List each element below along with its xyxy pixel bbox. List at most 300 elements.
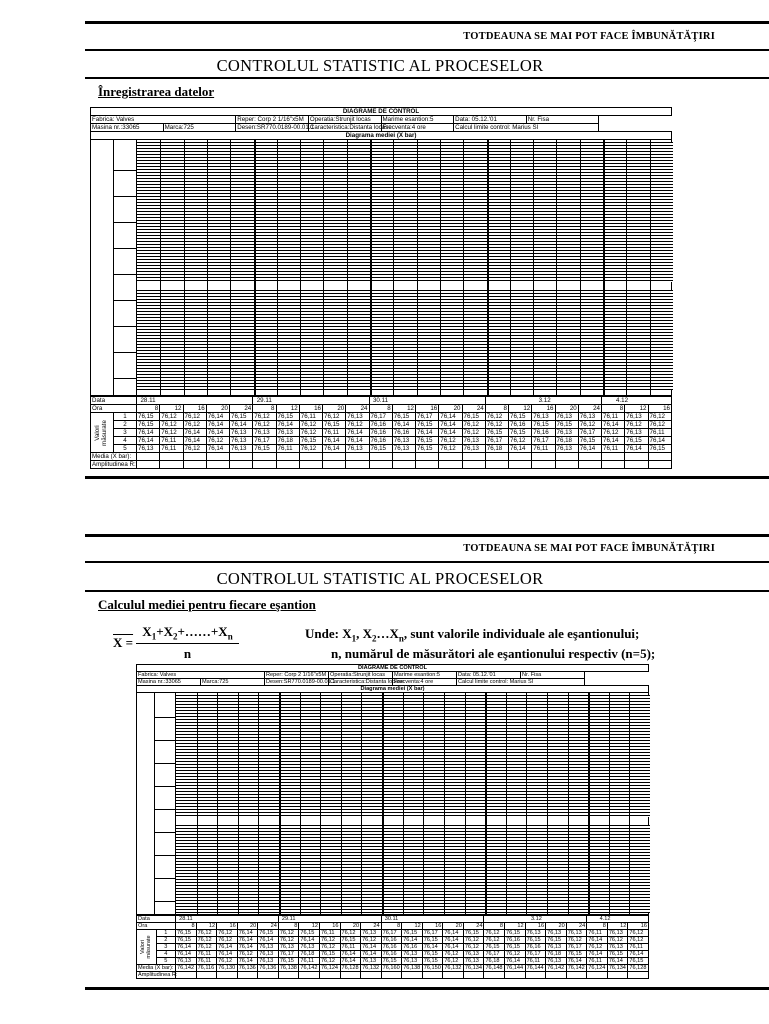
- chart-scale-line: [113, 196, 137, 197]
- chart-range-cell: [176, 972, 197, 979]
- chart-header-cell: Operatia:Strunjit locas: [329, 672, 393, 679]
- chart-mean-cell: 76,134: [608, 965, 626, 971]
- chart-scale-line: [154, 832, 176, 833]
- chart-range-cell: [346, 461, 369, 469]
- chart-value-cell: 76,12: [299, 421, 322, 429]
- chart-header: [90, 107, 672, 140]
- chart-value-cell: 76,12: [160, 421, 183, 429]
- chart-value-cell: 76,15: [648, 445, 672, 453]
- chart-date-cell: 28.11: [176, 916, 279, 923]
- chart-range-cell: [525, 972, 546, 979]
- chart-column-line: [403, 693, 404, 914]
- chart-date-cell: 28.11: [137, 397, 253, 405]
- chart-value-cell: 76,12: [299, 429, 322, 437]
- chart-value-row: [137, 944, 649, 951]
- chart-value-cell: 76,14: [206, 421, 229, 429]
- chart-value-cell: 76,17: [278, 951, 299, 958]
- chart-value-cell: 76,13: [463, 958, 484, 965]
- chart-value-cell: 76,12: [485, 413, 508, 421]
- chart-header-cell: Nr. Fisa: [526, 116, 599, 124]
- chart-value-cell: 76,12: [648, 413, 672, 421]
- chart-range-cell: [602, 461, 625, 469]
- chart-values-label: [91, 413, 114, 453]
- chart-range-cell: [509, 461, 532, 469]
- chart-value-cell: 76,15: [422, 951, 443, 958]
- chart-value-cell: 76,15: [566, 951, 587, 958]
- chart-hour-cell: 20: [237, 923, 258, 930]
- chart-value-cell: 76,11: [323, 429, 346, 437]
- chart-date-cell: 3.12: [485, 397, 601, 405]
- chart-hour-cell: 8: [485, 405, 508, 413]
- chart-date-cell: 30.11: [369, 397, 485, 405]
- chart-range-cell: [237, 972, 258, 979]
- chart-column-line: [300, 140, 301, 395]
- slide2-subtitle: Calculul mediei pentru fiecare eşantion: [98, 597, 316, 612]
- chart-value-cell: 76,14: [346, 429, 369, 437]
- chart-hour-cell: 24: [230, 405, 253, 413]
- slide2-title: CONTROLUL STATISTIC AL PROCESELOR: [216, 569, 544, 588]
- chart-mean-row: [91, 453, 672, 461]
- chart-hour-cell: 24: [346, 405, 369, 413]
- chart-mean-cell: [276, 453, 299, 461]
- chart-value-cell: 76,12: [160, 413, 183, 421]
- chart-value-cell: 76,13: [402, 951, 423, 958]
- chart-mean-cell: 76,144: [506, 965, 524, 971]
- chart-heading: DIAGRAME DE CONTROL: [91, 108, 672, 116]
- chart-value-cell: 76,12: [253, 421, 276, 429]
- formula-where-line2: n, numărul de măsurători ale eşantionului respectiv (n=5);: [331, 646, 656, 661]
- chart-hour-cell: 24: [462, 405, 485, 413]
- chart-info-row-1: [137, 672, 649, 679]
- slide1-title: CONTROLUL STATISTIC AL PROCESELOR: [216, 56, 544, 75]
- chart-hour-cell: 12: [625, 405, 648, 413]
- chart-mean-cell: [462, 453, 485, 461]
- chart-column-line: [487, 140, 489, 395]
- chart-header-cell: Frecventa:4 ore: [381, 124, 454, 132]
- chart-value-cell: 76,17: [381, 930, 402, 937]
- chart-value-cell: 76,15: [392, 413, 415, 421]
- chart-value-cell: 76,15: [546, 937, 567, 944]
- chart-value-cell: 76,16: [505, 937, 526, 944]
- chart-range-cell: [381, 972, 402, 979]
- chart-hour-cell: 12: [505, 923, 526, 930]
- chart-scale-line: [154, 786, 176, 787]
- chart-value-cell: 76,18: [546, 951, 567, 958]
- chart-hatch-block: [176, 695, 650, 817]
- chart-column-line: [277, 140, 278, 395]
- chart-value-cell: 76,14: [206, 445, 229, 453]
- chart-mean-cell: 76,160: [382, 965, 400, 971]
- chart-value-cell: 76,14: [439, 421, 462, 429]
- chart-value-cell: 76,12: [607, 937, 628, 944]
- chart-hour-cell: 12: [299, 923, 320, 930]
- chart-hour-cell: 12: [402, 923, 423, 930]
- chart-mean-cell: [299, 453, 322, 461]
- chart-mean-cell: [369, 453, 392, 461]
- chart-value-cell: 76,14: [648, 437, 672, 445]
- chart-scale-line: [154, 901, 176, 902]
- chart-value-cell: 76,18: [485, 445, 508, 453]
- chart-value-cell: 76,14: [137, 437, 160, 445]
- chart-column-line: [485, 693, 487, 914]
- chart-value-cell: 76,11: [276, 445, 299, 453]
- chart-column-line: [650, 140, 651, 395]
- chart-range-cell: [463, 972, 484, 979]
- chart-value-cell: 76,11: [340, 944, 361, 951]
- chart-value-cell: 76,15: [381, 958, 402, 965]
- chart-mean-cell: [532, 453, 555, 461]
- chart-header-cell: Data: 05.12.'01: [457, 672, 521, 679]
- chart-hour-cell: 20: [206, 405, 229, 413]
- chart-hour-cell: 24: [361, 923, 382, 930]
- chart-scale-line: [113, 170, 137, 171]
- chart-value-cell: 76,14: [323, 437, 346, 445]
- slide1-rule-3: [85, 77, 769, 79]
- chart-header-cell: Reper: Corp 2 1/16"x5M: [236, 116, 309, 124]
- chart-info-row-2: [137, 679, 649, 686]
- chart-mean-cell: [485, 453, 508, 461]
- chart-value-cell: 76,13: [462, 445, 485, 453]
- chart-hour-cell: 20: [439, 405, 462, 413]
- chart-hour-cell: 8: [369, 405, 392, 413]
- chart-mean-cell: 76,150: [423, 965, 441, 971]
- chart-value-cell: 76,12: [462, 421, 485, 429]
- chart-sample-index: 2: [156, 937, 176, 944]
- chart-values-label: [137, 930, 157, 965]
- chart-value-row: [137, 930, 649, 937]
- chart-sample-index: 5: [114, 445, 137, 453]
- chart-value-cell: 76,17: [525, 951, 546, 958]
- chart-value-cell: 76,13: [625, 413, 648, 421]
- chart-value-cell: 76,15: [485, 429, 508, 437]
- chart-value-cell: 76,18: [276, 437, 299, 445]
- chart-range-cell: [607, 972, 628, 979]
- chart-range-cell: [206, 461, 229, 469]
- chart-column-line: [568, 693, 569, 914]
- control-chart-1: [90, 107, 672, 470]
- chart-value-cell: 76,12: [509, 437, 532, 445]
- chart-column-line: [609, 693, 610, 914]
- chart-mean-row: [137, 965, 649, 972]
- chart-mean-cell: 76,128: [341, 965, 359, 971]
- chart-range-cell: [369, 461, 392, 469]
- chart-mean-cell: [392, 453, 415, 461]
- chart-range-cell: [578, 461, 601, 469]
- chart-value-cell: 76,14: [258, 937, 279, 944]
- chart-value-cell: 76,12: [278, 930, 299, 937]
- chart-value-cell: 76,11: [532, 445, 555, 453]
- chart-hour-cell: 16: [416, 405, 439, 413]
- chart-column-line: [393, 140, 394, 395]
- chart-column-line: [465, 693, 466, 914]
- chart-value-cell: 76,15: [484, 944, 505, 951]
- chart-scale-column: [154, 693, 176, 914]
- chart-header-cell: Marca:725: [163, 124, 236, 132]
- chart-value-cell: 76,15: [369, 445, 392, 453]
- chart-column-line: [230, 140, 231, 395]
- chart-mean-cell: [509, 453, 532, 461]
- chart-header: [136, 664, 649, 693]
- chart-range-cell: [532, 461, 555, 469]
- chart-scale-line: [154, 740, 176, 741]
- chart-range-cell: [485, 461, 508, 469]
- chart-value-cell: 76,13: [392, 445, 415, 453]
- chart-column-line: [556, 140, 557, 395]
- chart-value-cell: 76,13: [361, 958, 382, 965]
- chart-range-cell: [628, 972, 649, 979]
- chart-value-row: [91, 413, 672, 421]
- chart-scale-line: [154, 878, 176, 879]
- chart-value-cell: 76,14: [587, 937, 608, 944]
- chart-mean-cell: [416, 453, 439, 461]
- chart-value-cell: 76,15: [137, 421, 160, 429]
- chart-value-cell: 76,12: [361, 937, 382, 944]
- chart-column-line: [217, 693, 218, 914]
- chart-value-cell: 76,17: [532, 437, 555, 445]
- chart-value-cell: 76,14: [217, 944, 238, 951]
- chart-value-cell: 76,15: [463, 930, 484, 937]
- chart-value-cell: 76,14: [237, 958, 258, 965]
- chart-hour-cell: 16: [183, 405, 206, 413]
- chart-mean-cell: 76,116: [196, 965, 217, 972]
- chart-mean-cell: [206, 453, 229, 461]
- chart-grid-area: [136, 693, 649, 915]
- chart-diagram-title-row: [137, 686, 649, 693]
- chart-value-cell: 76,12: [160, 429, 183, 437]
- chart-column-line: [603, 140, 605, 395]
- chart-range-label: Amplitudinea R:: [138, 972, 178, 978]
- chart-value-cell: 76,16: [392, 429, 415, 437]
- chart-header-cell: Frecventa:4 ore: [393, 679, 457, 686]
- slide1-subtitle: Înregistrarea datelor: [98, 84, 215, 99]
- chart-mean-label: Media (X bar):: [137, 965, 176, 972]
- chart-range-cell: [422, 972, 443, 979]
- chart-scale-line: [154, 763, 176, 764]
- chart-mean-cell: [555, 453, 578, 461]
- chart-header-cell: Marime esantion:5: [393, 672, 457, 679]
- chart-value-cell: 76,14: [416, 429, 439, 437]
- chart-column-line: [533, 140, 534, 395]
- chart-value-cell: 76,14: [422, 944, 443, 951]
- chart-mean-cell: [323, 453, 346, 461]
- chart-value-cell: 76,13: [462, 437, 485, 445]
- chart-value-cell: 76,12: [346, 421, 369, 429]
- chart-value-cell: 76,13: [555, 445, 578, 453]
- chart-value-cell: 76,15: [416, 437, 439, 445]
- chart-mean-cell: 76,128: [628, 965, 649, 972]
- chart-values-label-text: Valori măsurate: [140, 935, 153, 959]
- chart-value-cell: 76,13: [258, 944, 279, 951]
- chart-column-line: [300, 693, 301, 914]
- chart-mean-cell: 76,142: [177, 965, 195, 971]
- chart-value-cell: 76,12: [439, 437, 462, 445]
- chart-value-cell: 76,17: [578, 429, 601, 437]
- chart-header-cell: Marca:725: [201, 679, 265, 686]
- chart-value-cell: 76,14: [361, 951, 382, 958]
- chart-mean-label: Media (X bar):: [91, 453, 137, 461]
- chart-value-cell: 76,15: [416, 421, 439, 429]
- chart-hour-cell: 8: [587, 923, 608, 930]
- chart-hour-cell: 8: [253, 405, 276, 413]
- chart-value-cell: 76,14: [509, 445, 532, 453]
- chart-value-cell: 76,15: [137, 413, 160, 421]
- chart-value-cell: 76,12: [323, 413, 346, 421]
- chart-value-cell: 76,17: [566, 944, 587, 951]
- chart-value-cell: 76,13: [392, 437, 415, 445]
- chart-value-cell: 76,11: [196, 958, 217, 965]
- chart-column-line: [506, 693, 507, 914]
- chart-value-cell: 76,14: [361, 944, 382, 951]
- chart-value-cell: 76,12: [443, 958, 464, 965]
- chart-hour-cell: 16: [628, 923, 649, 930]
- chart-value-cell: 76,12: [505, 951, 526, 958]
- chart-value-cell: 76,14: [443, 937, 464, 944]
- chart-value-cell: 76,12: [628, 930, 649, 937]
- chart-value-cell: 76,13: [278, 944, 299, 951]
- chart-value-cell: 76,13: [346, 445, 369, 453]
- chart-value-cell: 76,13: [361, 930, 382, 937]
- chart-value-cell: 76,14: [237, 937, 258, 944]
- chart-value-cell: 76,12: [463, 944, 484, 951]
- chart-range-cell: [462, 461, 485, 469]
- chart-value-cell: 76,16: [509, 421, 532, 429]
- chart-mean-cell: [439, 453, 462, 461]
- chart-value-cell: 76,15: [525, 937, 546, 944]
- chart-value-cell: 76,12: [484, 930, 505, 937]
- chart-hatch-block: [137, 142, 673, 282]
- chart-value-cell: 76,15: [299, 930, 320, 937]
- chart-value-cell: 76,15: [299, 437, 322, 445]
- chart-range-cell: [323, 461, 346, 469]
- chart-value-cell: 76,12: [206, 437, 229, 445]
- chart-value-cell: 76,11: [602, 445, 625, 453]
- chart-mean-cell: 76,144: [526, 965, 544, 971]
- chart-value-cell: 76,13: [566, 930, 587, 937]
- chart-column-line: [347, 140, 348, 395]
- chart-value-cell: 76,16: [381, 937, 402, 944]
- chart-column-line: [626, 140, 627, 395]
- chart-value-cell: 76,13: [258, 951, 279, 958]
- chart-value-cell: 76,14: [183, 437, 206, 445]
- chart-value-cell: 76,11: [319, 930, 340, 937]
- chart-value-cell: 76,17: [369, 413, 392, 421]
- chart-heading-row: [137, 665, 649, 672]
- chart-value-cell: 76,14: [607, 958, 628, 965]
- chart-hour-row: [91, 405, 672, 413]
- formula-lhs: X =: [113, 634, 134, 650]
- chart-diagram-title: Diagrama mediei (X bar): [91, 132, 672, 140]
- chart-header-cell: Caracteristica:Distanta locase: [330, 679, 404, 685]
- chart-data-table: [136, 915, 649, 979]
- chart-scale-column: [113, 140, 137, 395]
- formula-fraction: [136, 624, 238, 662]
- chart-range-cell: [183, 461, 206, 469]
- chart-scale-line: [154, 717, 176, 718]
- chart-value-row: [137, 937, 649, 944]
- chart-hour-row: [137, 923, 649, 930]
- chart-hour-label: Ora: [137, 923, 176, 930]
- chart-value-cell: 76,18: [555, 437, 578, 445]
- chart-value-cell: 76,14: [392, 421, 415, 429]
- chart-value-cell: 76,14: [183, 429, 206, 437]
- chart-value-cell: 76,16: [532, 429, 555, 437]
- chart-value-cell: 76,16: [525, 944, 546, 951]
- chart-value-row: [91, 429, 672, 437]
- chart-mean-cell: 76,136: [238, 965, 256, 971]
- chart-value-cell: 76,12: [648, 421, 672, 429]
- chart-column-line: [382, 693, 384, 914]
- chart-column-line: [423, 693, 424, 914]
- chart-scale-line: [113, 300, 137, 301]
- chart-header-cell: Masina nr.:33065: [137, 679, 201, 686]
- chart-header-cell: Desen:SR770.0189-00.01.1: [237, 124, 314, 131]
- chart-info-row-2: [91, 124, 672, 132]
- chart-value-cell: 76,14: [346, 437, 369, 445]
- chart-value-cell: 76,14: [443, 930, 464, 937]
- chart-mean-cell: [346, 453, 369, 461]
- chart-hour-cell: 8: [137, 405, 160, 413]
- chart-info-row-1: [91, 116, 672, 124]
- chart-value-cell: 76,13: [176, 958, 197, 965]
- chart-value-cell: 76,14: [176, 944, 197, 951]
- chart-value-cell: 76,15: [422, 958, 443, 965]
- chart-range-cell: [278, 972, 299, 979]
- chart-value-cell: 76,12: [196, 930, 217, 937]
- chart-range-cell: [160, 461, 183, 469]
- chart-value-cell: 76,11: [587, 930, 608, 937]
- chart-value-cell: 76,15: [422, 937, 443, 944]
- chart-hour-label: Ora: [91, 405, 137, 413]
- chart-value-cell: 76,12: [278, 937, 299, 944]
- chart-value-cell: 76,12: [484, 937, 505, 944]
- chart-header-cell: Marime esantion:5: [381, 116, 454, 124]
- chart-hour-cell: 8: [278, 923, 299, 930]
- chart-value-cell: 76,18: [484, 958, 505, 965]
- chart-value-cell: 76,13: [463, 951, 484, 958]
- chart-hour-cell: 16: [422, 923, 443, 930]
- chart-value-cell: 76,13: [555, 413, 578, 421]
- chart-date-cell: 30.11: [381, 916, 484, 923]
- chart-range-cell: [416, 461, 439, 469]
- chart-scale-line: [113, 378, 137, 379]
- chart-hour-cell: 12: [160, 405, 183, 413]
- chart-date-cell: 4.12: [587, 916, 649, 923]
- chart-range-row: [137, 972, 649, 979]
- chart-value-cell: 76,15: [176, 930, 197, 937]
- chart-value-cell: 76,13: [546, 944, 567, 951]
- chart-value-cell: 76,14: [299, 937, 320, 944]
- chart-range-cell: [443, 972, 464, 979]
- chart-value-cell: 76,12: [183, 445, 206, 453]
- chart-hatch-block: [176, 825, 650, 913]
- chart-value-cell: 76,15: [505, 944, 526, 951]
- chart-mean-cell: 76,132: [444, 965, 462, 971]
- chart-column-line: [279, 693, 281, 914]
- chart-scale-line: [154, 855, 176, 856]
- chart-value-cell: 76,12: [578, 421, 601, 429]
- chart-value-cell: 76,13: [230, 445, 253, 453]
- chart-mean-cell: 76,138: [279, 965, 297, 971]
- chart-hour-cell: 12: [509, 405, 532, 413]
- chart-value-cell: 76,13: [532, 413, 555, 421]
- chart-hour-cell: 24: [566, 923, 587, 930]
- chart-value-cell: 76,12: [485, 421, 508, 429]
- chart-value-cell: 76,15: [319, 951, 340, 958]
- chart-value-cell: 76,15: [416, 445, 439, 453]
- chart-sample-index: 5: [156, 958, 176, 965]
- chart-value-cell: 76,14: [578, 445, 601, 453]
- chart-value-cell: 76,12: [253, 413, 276, 421]
